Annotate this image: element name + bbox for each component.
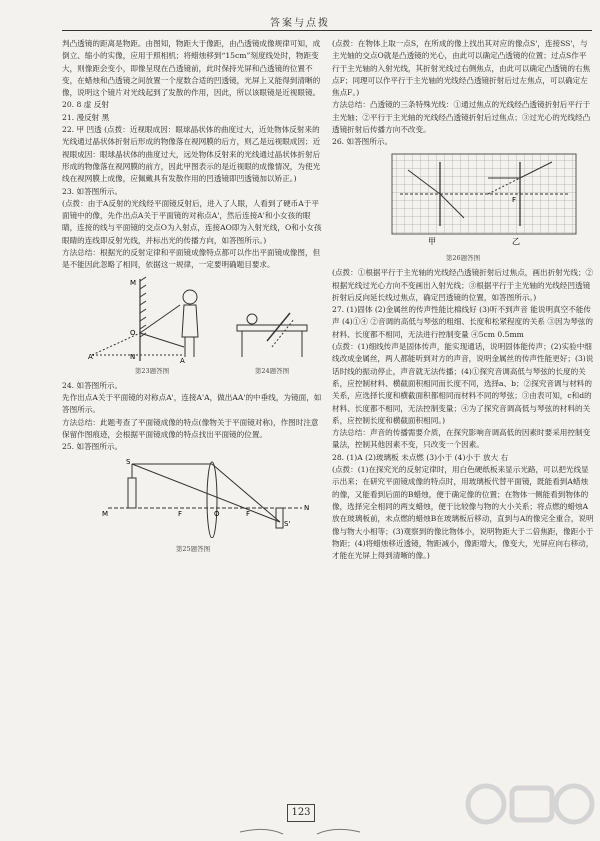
answer-24-line: 先作出点A关于平面镜的对称点A'，连接A'A，做出AA'的中垂线，为镜面，如答图所示。 bbox=[62, 392, 322, 415]
right-column bbox=[332, 38, 594, 562]
page-header: 答案与点拨 bbox=[270, 18, 330, 29]
answer-cont: 判凸透镜的距离是物距。由图知，物距大于像距，由凸透镜成像规律可知，成倒立、缩小的实像，应用于照相机；将蜡烛移到“15cm”刻度线处时，物距变大，则像距会变小，即像呈现在凸透镜前，此时保持光屏和凸透镜的位置不变，在蜡烛和凸透镜之间放置一个度数合适的凹透镜，光屏上又能得到清晰的像，说明这个镜片对光线起到了发散的作用，因此，所以该眼镜是近视眼镜。 bbox=[62, 39, 321, 98]
answer-24-summary: 方法总结：此题考查了平面镜成像的特点(像物关于平面镜对称)，作图时注意保留作图痕迹，会根据平面镜成像的特点找出平面镜的位置。 bbox=[62, 417, 319, 439]
answer-28: 28. (1)A (2)玻璃板 未点燃 (3)小于 (4)小于 放大 右 bbox=[332, 452, 509, 462]
answer-24: 24. 如答图所示。 bbox=[62, 380, 123, 390]
svg-text:S: S bbox=[126, 458, 131, 467]
figure-26-diagram bbox=[332, 152, 594, 248]
svg-text:F: F bbox=[246, 510, 251, 519]
answer-25-tip: (点拨：在物体上取一点S，在所成的像上找出其对应的像点S'，连接SS'，与主光轴的交点O就是凸透镜的光心，由此可以确定凸透镜的位置；过点S作平行于主光轴的入射光线，其折射光线过右侧焦点，由此可以确定凸透镜的右焦点F；同理可以作平行于主光轴的光线经凸透镜折射后过左焦点，可以确定左焦点F。) bbox=[332, 39, 591, 98]
svg-text:A': A' bbox=[88, 352, 95, 361]
answer-22: 22. 甲 凹透 (点拨：近视眼成因：眼球晶状体的曲度过大，近处物体反射来的光线通过晶状体折射后形成的物像落在视网膜的后方，则乙是远视眼成因；近视眼成因：眼球晶状体的曲度过大，远处物体反射来的光线通过晶状体折射后形成的物像落在视网膜的前方，因此甲图表示的是近视眼的成像情况，为使光线在视网膜上成像，应佩戴具有发散作用的凹透镜即凹透镜加以矫正。) bbox=[62, 125, 321, 184]
answer-21: 21. 漫反射 黑 bbox=[62, 112, 110, 122]
page-number: 123 bbox=[287, 804, 315, 822]
header-rule bbox=[62, 30, 592, 31]
answer-25-summary: 方法总结：凸透镜的三条特殊光线：①通过焦点的光线经凸透镜折射后平行于主光轴；②平行于主光轴的光线经凸透镜折射后过焦点；③过光心的光线经凸透镜折射后传播方向不改变。 bbox=[332, 100, 591, 135]
figure-26-left-label: 甲 bbox=[428, 236, 436, 246]
figure-23-24 bbox=[62, 275, 324, 377]
answer-27-tip: (点拨：(1)细线传声是固体传声，能实现通话，说明固体能传声；(2)实验中细线改成金属丝，两人都能听到对方的声音，说明金属丝的传声性能更好；(3)说话时线的振动停止，声音就无法传播；(4)①探究音调高低与琴弦的长度的关系，应控制材料、横截面积相同而长度不同，选择a、b；②探究音调与材料的关系，应选择长度和横截面积都相同而材料不同的琴弦；③由表可知，c和d的材料、长度都不相同，无法控制变量；④为了探究音调高低与琴弦的材料的关系，应控制长度和横截面积相同。) bbox=[332, 342, 594, 425]
answer-23: 23. 如答图所示。 bbox=[62, 186, 123, 196]
answer-27-summary: 方法总结：声音的传播需要介质，在探究影响音调高低的因素时要采用控制变量法，控制其他因素不变，只改变一个因素。 bbox=[332, 428, 591, 450]
figure-25-caption: 第25题答图 bbox=[175, 544, 211, 553]
answer-23-summary: 方法总结：根据光的反射定律和平面镜成像特点都可以作出平面镜成像图，但是不能因此忽略了相同，依据这一规律，一定要明确题目要求。 bbox=[62, 248, 321, 270]
svg-text:N: N bbox=[304, 504, 310, 513]
svg-text:A: A bbox=[180, 356, 185, 365]
svg-text:F: F bbox=[178, 510, 183, 519]
svg-text:M: M bbox=[130, 278, 137, 287]
answer-26-tip: (点拨：①根据平行于主光轴的光线经凸透镜折射后过焦点，画出折射光线；②根据光线过光心方向不变画出入射光线；③根据平行于主光轴的光线经凹透镜折射后反向延长线过焦点，确定凹透镜的位置，如答图所示。) bbox=[332, 268, 594, 302]
svg-text:M: M bbox=[102, 510, 109, 519]
answer-20: 20. 8 虚 反射 bbox=[62, 100, 109, 110]
svg-text:O: O bbox=[214, 510, 220, 519]
answer-27: 27. (1)固体 (2)金属丝的传声性能比棉线好 (3)听不到声音 能说明真空不能传声 (4)①④ ②音调的高低与琴弦的粗细、长度和松紧程度的关系 ③因为琴弦的材料、长度都不相同，无法进行控制变量 ④5cm 0.5mm bbox=[332, 305, 593, 339]
answer-25: 25. 如答图所示。 bbox=[62, 442, 123, 452]
svg-text:N: N bbox=[130, 352, 136, 361]
answer-26: 26. 如答图所示。 bbox=[332, 137, 393, 147]
figure-26 bbox=[332, 152, 594, 265]
figure-25 bbox=[62, 456, 324, 555]
figure-25-diagram bbox=[62, 456, 324, 538]
figure-26-caption: 第26题答图 bbox=[445, 253, 481, 262]
figure-23-24-diagram bbox=[62, 275, 324, 365]
left-column bbox=[62, 38, 324, 558]
svg-text:F: F bbox=[512, 195, 517, 204]
figure-26-right-label: 乙 bbox=[512, 236, 520, 246]
figure-24-caption: 第24题答图 bbox=[254, 366, 290, 375]
svg-text:S': S' bbox=[284, 520, 291, 529]
watermark-logo bbox=[460, 776, 598, 836]
answer-23-tip: (点拨：由于A反射的光线经平面镜反射后，进入了人眼，人看到了硬币A于平面镜中的像，先作出点A关于平面镜的对称点A'，然后连接A'和小女孩的眼睛，连接的线与平面镜的交点O为入射点，连接AO即为入射光线，O和小女孩眼睛的连线即反射光线，并标出光的传播方向，如答图所示。) bbox=[62, 198, 322, 245]
svg-text:O: O bbox=[130, 328, 136, 337]
figure-23-caption: 第23题答图 bbox=[134, 366, 170, 375]
answer-28-tip: (点拨：(1)在探究光的反射定律时，用白色硬纸板来显示光路，可以把光线显示出来；在研究平面镜成像的特点时，用玻璃板代替平面镜，既能看到A蜡烛的像，又能看到后面的B蜡烛，便于确定像的位置；在物体一侧能看到物体的像，选择完全相同的两支蜡烛，便于比较像与物的大小关系；将点燃的蜡烛A放在玻璃板前，未点燃的蜡烛B在玻璃板后移动，直到与A的像完全重合，说明像与物大小相等；(3)观察到的像比物体小，说明物距大于二倍焦距，像距小于物距；(4)将蜡烛移近透镜，物距减小，像距增大，像变大，光屏应向右移动，才能在光屏上得到清晰的像。) bbox=[332, 465, 594, 561]
